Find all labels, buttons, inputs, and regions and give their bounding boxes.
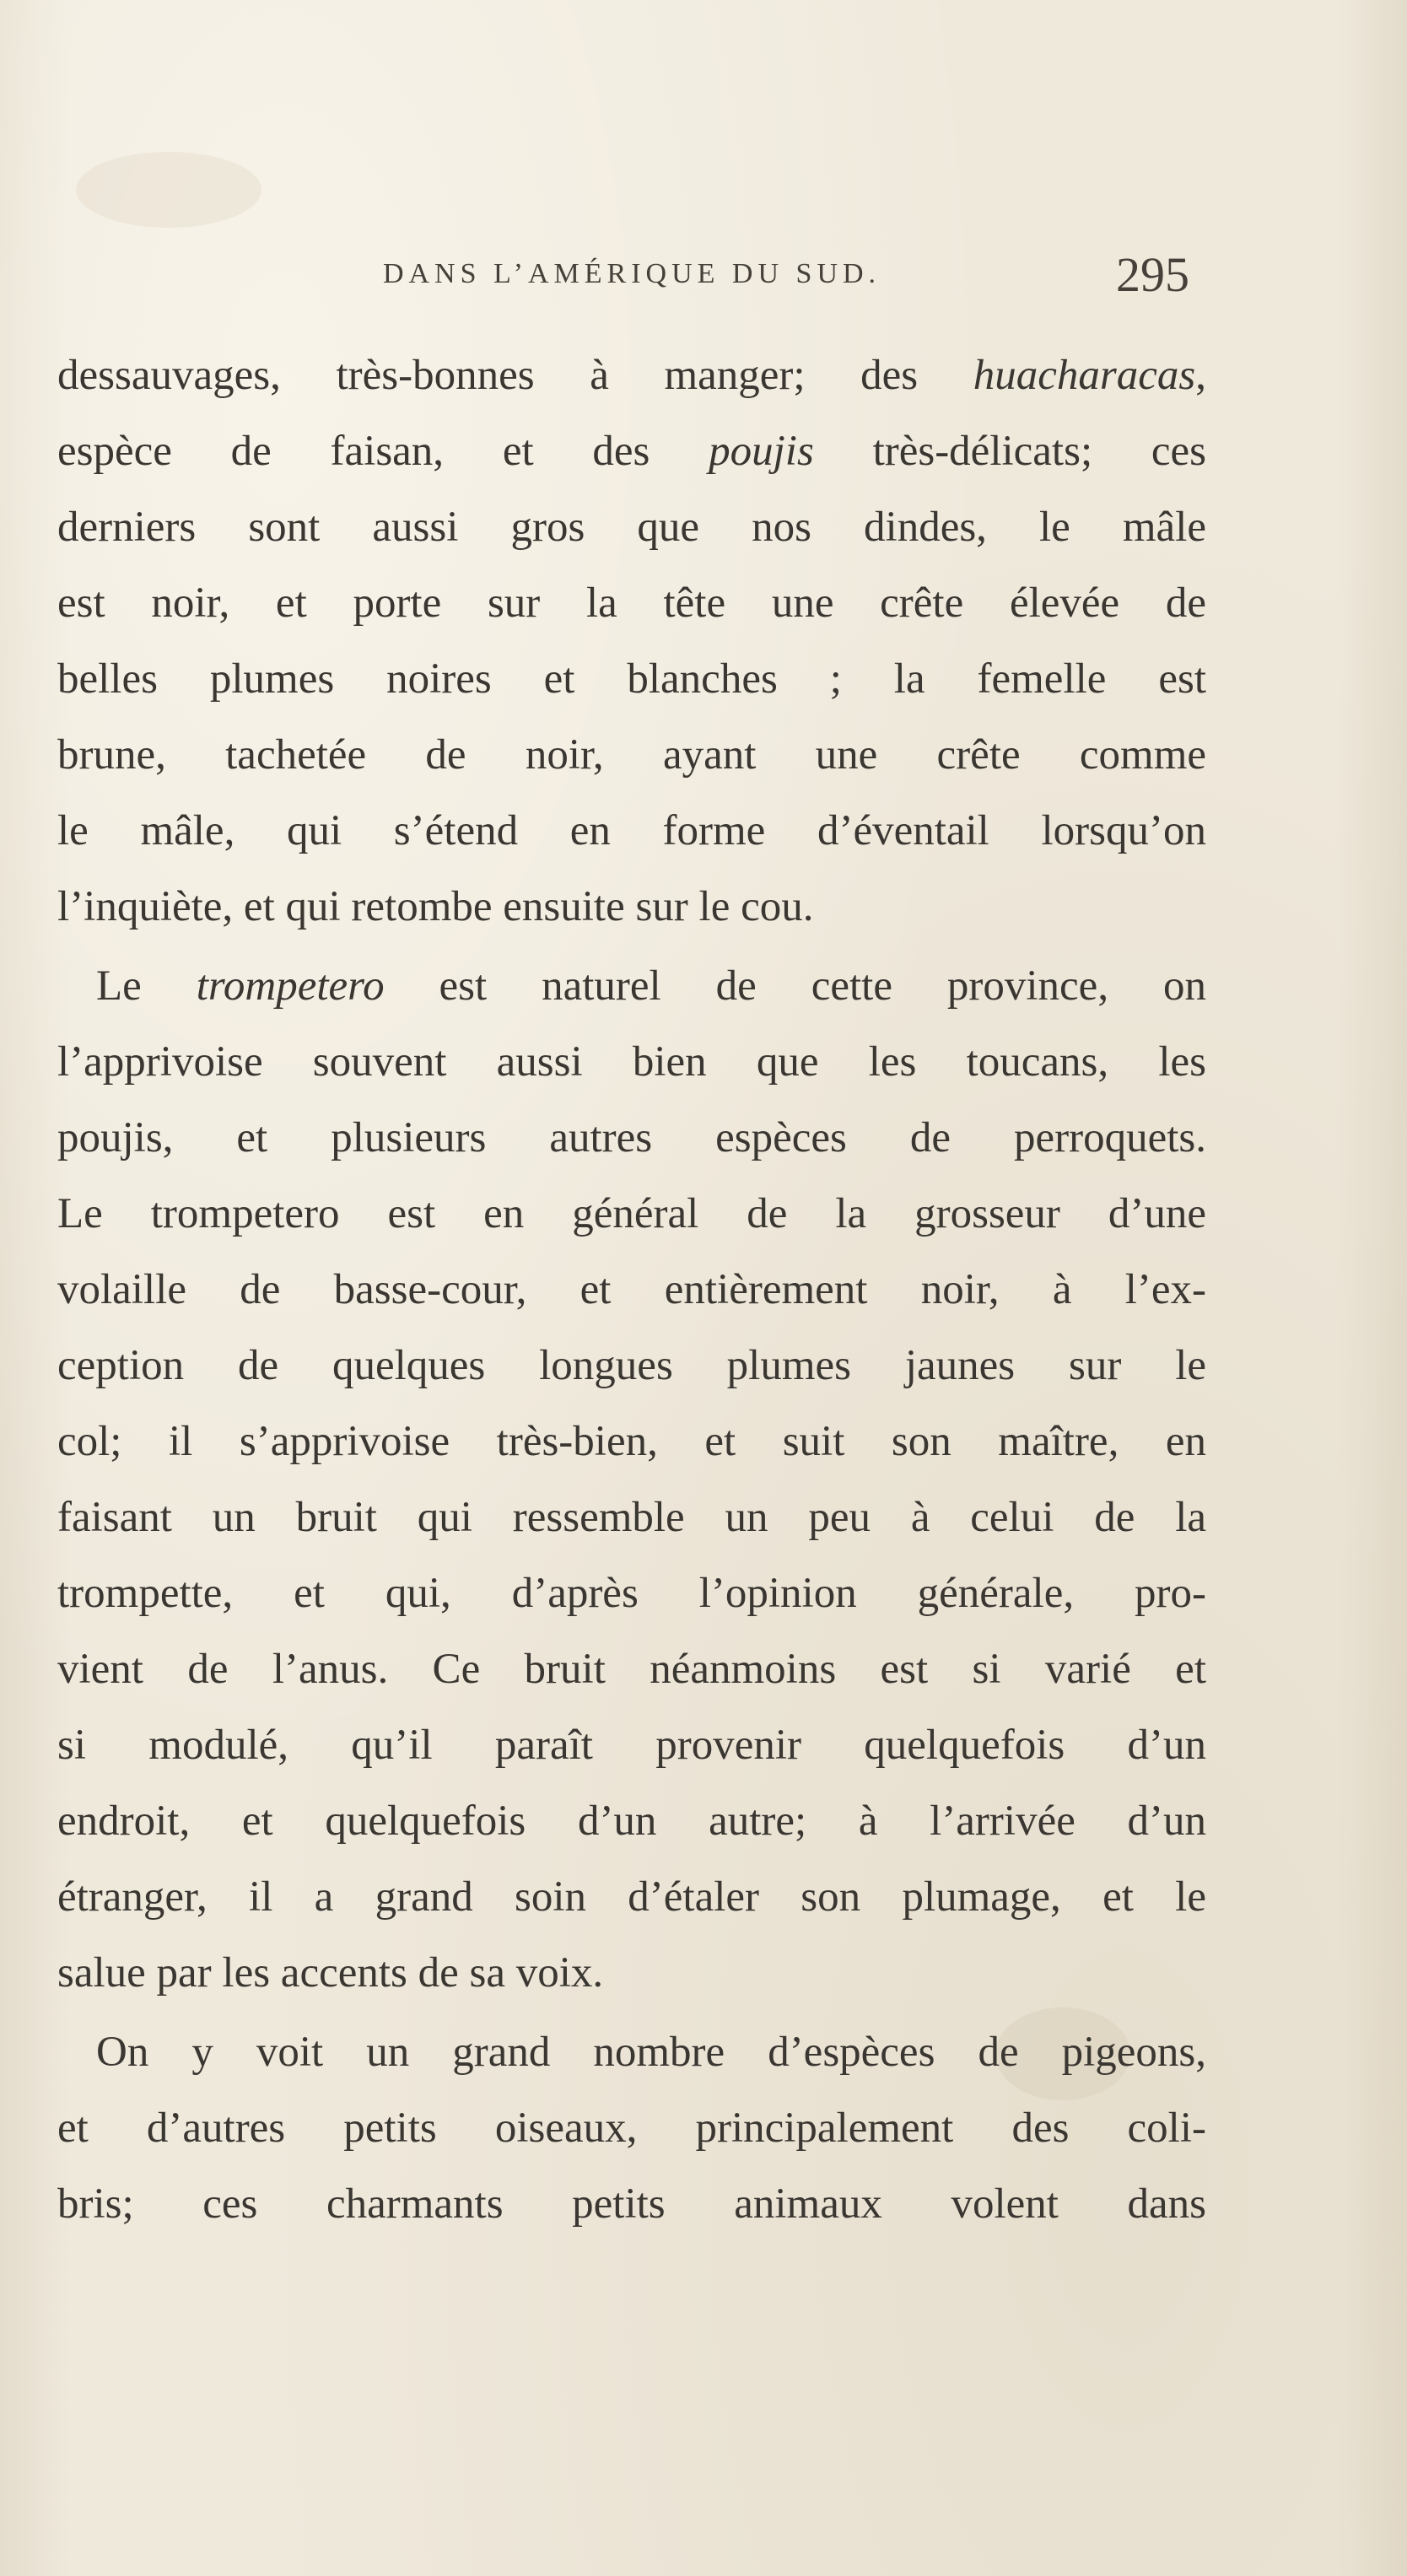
- text-line: salue par les accents de sa voix.: [57, 1949, 604, 1997]
- text-line: volaille de basse-cour, et entièrement noir, à l’ex-: [57, 1266, 1206, 1313]
- text-line: col; il s’apprivoise très-bien, et suit son maître, en: [57, 1418, 1206, 1465]
- paper-stain: [76, 152, 261, 228]
- text-line: ception de quelques longues plumes jaunes sur le: [57, 1342, 1206, 1389]
- text-line: faisant un bruit qui ressemble un peu à celui de la: [57, 1494, 1206, 1541]
- text-line: vient de l’anus. Ce bruit néanmoins est si varié et: [57, 1646, 1206, 1693]
- text-line: et d’autres petits oiseaux, principalement des coli-: [57, 2104, 1206, 2152]
- text-line: Le trompetero est naturel de cette province, on: [96, 962, 1206, 1010]
- text-line: l’inquiète, et qui retombe ensuite sur le cou.: [57, 883, 814, 930]
- body-text: [57, 337, 1206, 2242]
- text-line: derniers sont aussi gros que nos dindes, le mâle: [57, 504, 1206, 551]
- text-line: dessauvages, très-bonnes à manger; des huacharacas,: [57, 352, 1206, 399]
- page-number: 295: [1116, 247, 1189, 302]
- text-line: poujis, et plusieurs autres espèces de perroquets.: [57, 1114, 1206, 1161]
- text-line: trompette, et qui, d’après l’opinion générale, pro-: [57, 1570, 1206, 1617]
- running-head: [57, 246, 1206, 314]
- text-line: si modulé, qu’il paraît provenir quelquefois d’un: [57, 1722, 1206, 1769]
- text-line: Le trompetero est en général de la grosseur d’une: [57, 1190, 1206, 1237]
- text-line: espèce de faisan, et des poujis très-délicats; ces: [57, 428, 1206, 475]
- text-line: bris; ces charmants petits animaux volent dans: [57, 2180, 1206, 2228]
- running-title: DANS L’AMÉRIQUE DU SUD.: [382, 258, 881, 289]
- text-line: brune, tachetée de noir, ayant une crête comme: [57, 731, 1206, 779]
- text-line: étranger, il a grand soin d’étaler son plumage, et le: [57, 1873, 1206, 1921]
- text-line: On y voit un grand nombre d’espèces de pigeons,: [96, 2029, 1206, 2076]
- text-line: endroit, et quelquefois d’un autre; à l’arrivée d’un: [57, 1797, 1206, 1845]
- text-line: belles plumes noires et blanches ; la femelle est: [57, 655, 1206, 703]
- text-line: est noir, et porte sur la tête une crête élevée de: [57, 579, 1206, 627]
- text-line: le mâle, qui s’étend en forme d’éventail lorsqu’on: [57, 807, 1206, 854]
- text-line: l’apprivoise souvent aussi bien que les toucans, les: [57, 1038, 1206, 1086]
